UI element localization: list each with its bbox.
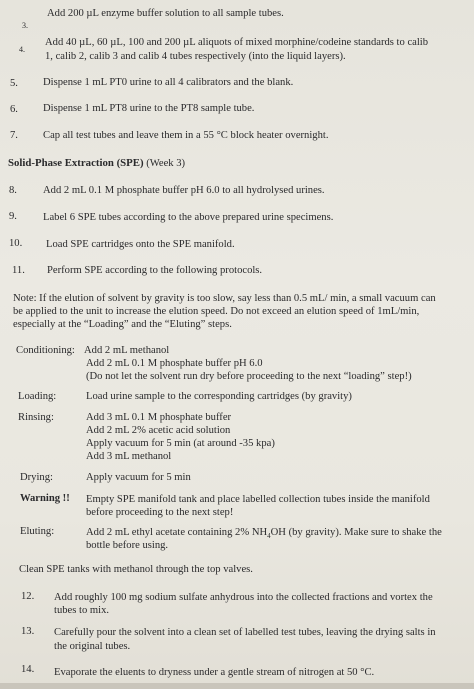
step-text: Add 200 µL enzyme buffer solution to all sample tubes. <box>47 8 284 19</box>
section-heading <box>8 157 185 170</box>
step-number: 5. <box>10 78 18 89</box>
page-bottom-edge <box>0 683 474 689</box>
step-text: Add 40 µL, 60 µL, 100 and 200 µL aliquots of mixed morphine/codeine standards to calib <box>45 37 429 48</box>
protocol-line: Add 2 mL 2% acetic acid solution <box>86 425 231 436</box>
protocol-line: Apply vacuum for 5 min (at around -35 kpa) <box>86 438 275 449</box>
step-text: tubes to mix. <box>54 605 110 616</box>
protocol-label-drying: Drying: <box>20 472 53 483</box>
note-line: Note: If the elution of solvent by gravity is too slow, say less than 0.5 mL/ min, a small vacuum can <box>13 293 436 304</box>
protocol-line: Add 3 mL 0.1 M phosphate buffer <box>86 412 232 423</box>
step-text: Perform SPE according to the following protocols. <box>47 265 263 276</box>
step-text: Label 6 SPE tubes according to the above prepared urine specimens. <box>43 212 334 223</box>
eluting-subscript: 4 <box>267 532 271 541</box>
step-text: Load SPE cartridges onto the SPE manifold. <box>46 239 235 250</box>
protocol-label-eluting: Eluting: <box>20 526 55 537</box>
protocol-line: Add 2 mL 0.1 M phosphate buffer pH 6.0 <box>86 358 263 369</box>
step-number: 3. <box>22 21 28 30</box>
protocol-label-rinsing: Rinsing: <box>18 412 54 423</box>
note-line: be applied to the unit to increase the elution speed. Do not exceed an elution speed of 1mL/min, <box>13 306 420 317</box>
eluting-text: OH (by gravity). Make sure to shake the <box>270 527 442 538</box>
step-number: 8. <box>9 185 17 196</box>
step-number: 11. <box>12 265 25 276</box>
step-number: 6. <box>10 104 18 115</box>
protocol-label-loading: Loading: <box>18 391 57 402</box>
step-number: 7. <box>10 130 18 141</box>
step-number: 4. <box>19 45 25 54</box>
step-text: Add roughly 100 mg sodium sulfate anhydrous into the collected fractions and vortex the <box>54 592 433 603</box>
protocol-line: before proceeding to the next step! <box>86 507 234 518</box>
note-line: especially at the “Loading” and the “Eluting” steps. <box>13 319 232 330</box>
section-week: (Week 3) <box>146 158 186 169</box>
protocol-line: Add 2 mL methanol <box>84 345 170 356</box>
protocol-line: (Do not let the solvent run dry before proceeding to the next “loading” step!) <box>86 371 412 382</box>
step-text: Evaporate the eluents to dryness under a gentle stream of nitrogen at 50 °C. <box>54 667 375 678</box>
step-text: the original tubes. <box>54 641 131 652</box>
step-text: Dispense 1 mL PT0 urine to all 4 calibrators and the blank. <box>43 77 294 88</box>
step-text: Add 2 mL 0.1 M phosphate buffer pH 6.0 to all hydrolysed urines. <box>43 185 325 196</box>
protocol-line: Empty SPE manifold tank and place labelled collection tubes inside the manifold <box>86 494 430 505</box>
step-text: Dispense 1 mL PT8 urine to the PT8 sample tube. <box>43 103 255 114</box>
clean-note: Clean SPE tanks with methanol through the top valves. <box>19 564 253 575</box>
step-text: 1, calib 2, calib 3 and calib 4 tubes respectively (into the liquid layers). <box>45 51 346 62</box>
step-number: 10. <box>9 238 23 249</box>
protocol-line: Add 3 mL methanol <box>86 451 172 462</box>
step-number: 9. <box>9 211 17 222</box>
protocol-line: bottle before using. <box>86 540 169 551</box>
step-text: Cap all test tubes and leave them in a 55 °C block heater overnight. <box>43 130 329 141</box>
step-text: Carefully pour the solvent into a clean set of labelled test tubes, leaving the drying salts in <box>54 627 436 638</box>
eluting-text: Add 2 mL ethyl acetate containing 2% NH <box>86 527 268 538</box>
section-title: Solid-Phase Extraction (SPE) <box>8 157 144 169</box>
step-number: 14. <box>21 664 35 675</box>
protocol-label-warning: Warning !! <box>20 493 70 504</box>
step-number: 12. <box>21 591 35 602</box>
protocol-line: Load urine sample to the corresponding cartridges (by gravity) <box>86 391 352 402</box>
step-number: 13. <box>21 626 35 637</box>
protocol-label-conditioning: Conditioning: <box>16 345 75 356</box>
protocol-line: Apply vacuum for 5 min <box>86 472 191 483</box>
